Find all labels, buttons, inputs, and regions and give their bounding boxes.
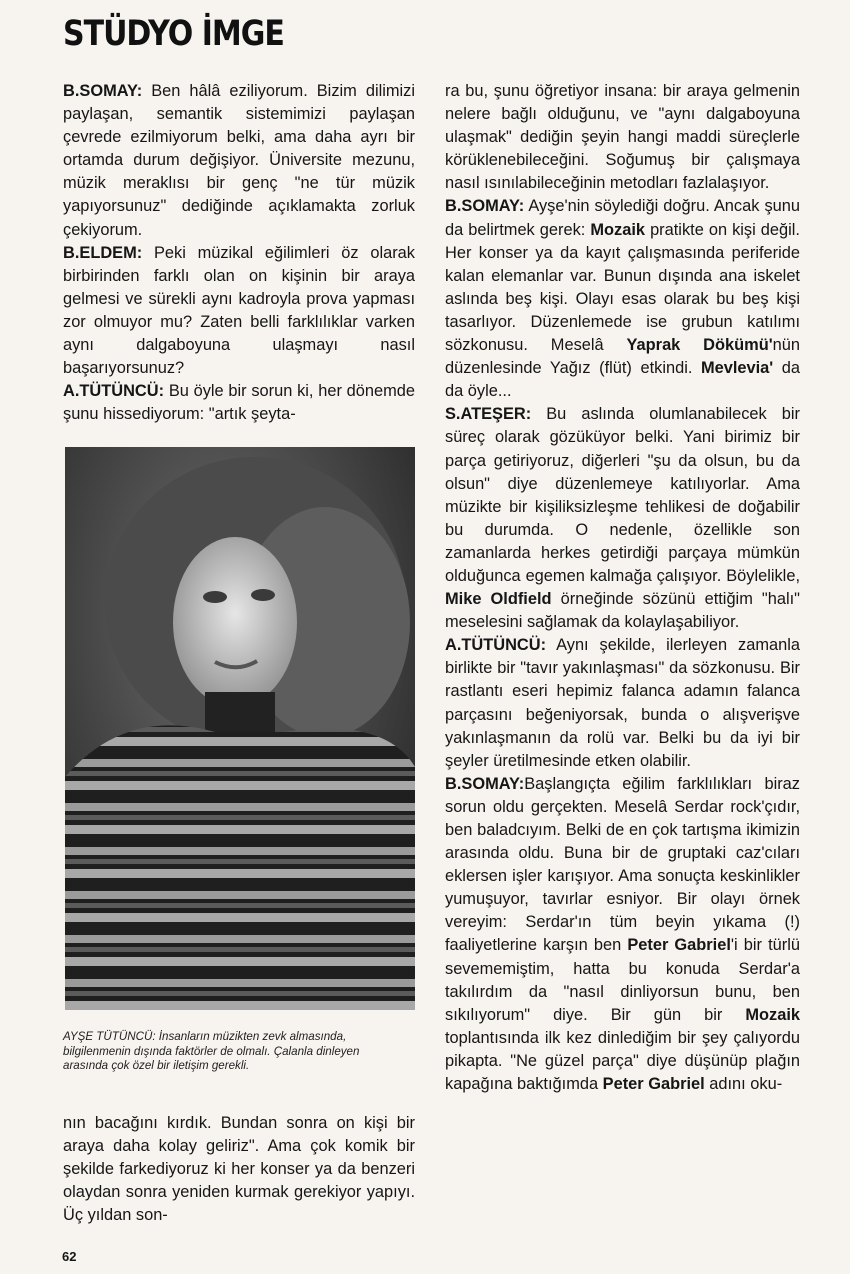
paragraph-text: Peki müzikal eğilimleri öz olarak birbirinden farklı olan on kişinin bir araya gelmesi ve sürekli aynı kadroyla prova yapması zor olmuyor mu? Zaten belli farklılıklar varken aynı dalgaboyuna ulaşmayı nasıl başarıyorsunuz? <box>63 243 415 378</box>
paragraph-text: pratikte on kişi değil. Her konser ya da kayıt çalışmasında periferide kalan elemanlar var. Bunun dışında ana iskelet aslında beş kişi. Olayı esas olarak bu beş kişi tasarlıyor. Düzenlemede ise grubun katılımı sözkonusu. Meselâ <box>445 220 800 355</box>
photo-caption <box>63 1030 363 1074</box>
paragraph <box>445 634 800 773</box>
page-number: 62 <box>62 1249 77 1264</box>
speaker-label: B.SOMAY: <box>445 774 525 793</box>
speaker-label: A.TÜTÜNCÜ: <box>445 636 547 655</box>
portrait-photo-illustration <box>65 447 415 1010</box>
speaker-label: B.SOMAY: <box>445 197 525 216</box>
left-column-bottom <box>63 1112 415 1227</box>
paragraph <box>445 403 800 634</box>
paragraph-text: Ayşe'nin söylediği doğru. Ancak şunu da belirtmek gerek: <box>445 197 800 239</box>
portrait-photo <box>65 447 415 1010</box>
paragraph-text: 'i bir türlü sevememiştim, hatta bu konuda Serdar'a takılırdım da "nasıl dinliyorsun bunu, ben sıkılıyorum" diye. Bir gün bir <box>445 936 800 1024</box>
paragraph <box>445 773 800 1096</box>
artist-name: Mike Oldfield <box>445 590 552 609</box>
paragraph-text: Ben hâlâ eziliyorum. Bizim dilimizi paylaşan, semantik sistemimizi paylaşan çevrede ezilmiyorum belki, ama daha ayrı bir ortamda durum değişiyor. Üniversite mezunu, müzik meraklısı bir genç "ne tür müzik yapıyorsunuz" dediğinde açıklamakta zorluk çekiyorum. <box>63 82 415 239</box>
paragraph <box>63 80 415 242</box>
artist-name: Peter Gabriel <box>627 936 731 955</box>
paragraph-text: nın bacağını kırdık. Bundan sonra on kişi bir araya daha kolay geliriz". Ama çok komik bir şekilde farkediyoruz ki her konser ya da benzeri olaydan sonra yeniden kurmak gerekiyor yapıyı. Üç yıldan son- <box>63 1114 415 1225</box>
paragraph-text: Aynı şekilde, ilerleyen zamanla birlikte bir "tavır yakınlaşması" da sözkonusu. Bir rastlantı eseri hepimiz falanca adamın falanca parçasını beğeniyorsak, bunda o alışverişve yakınlaşmanın da rolü var. Belki bu da iyi bir şeyler üretilmesinde etken olabilir. <box>445 636 801 770</box>
paragraph-text: ra bu, şunu öğretiyor insana: bir araya gelmenin nelere bağlı olduğunu, ve "aynı dalgaboyuna ulaşmak" dediğin şeyin hangi maddi süreçlerle körüklenebileceğini. Soğumuş bir çalışmaya nasıl ısınılabileceğinin metodları fazlalaşıyor. <box>445 82 800 193</box>
paragraph-text: toplantısında ilk kez dinlediğim bir şey çalıyordu pikapta. "Ne güzel parça" diye düşünüp plağın kapağına baktığımda <box>445 1028 800 1094</box>
paragraph-text: Bu öyle bir sorun ki, her dönemde şunu hissediyorum: "artık şeyta- <box>63 382 415 424</box>
song-title: Yaprak Dökümü' <box>626 336 773 355</box>
speaker-label: S.ATEŞER: <box>445 405 532 424</box>
left-column-top <box>63 80 415 426</box>
caption-name: AYŞE TÜTÜNCÜ: <box>63 1030 156 1043</box>
paragraph-text: nün düzenlesinde Yağız (flüt) etkindi. <box>445 336 800 378</box>
paragraph <box>63 242 415 381</box>
speaker-label: B.ELDEM: <box>63 243 143 262</box>
paragraph-text: Başlangıçta eğilim farklılıkları biraz sorun oldu gerçekten. Meselâ Serdar rock'çıdır, ben baladcıyım. Belki de en çok tartışma ikimizin arasında oldu. Buna bir de gruptaki caz'cıları eklersen işler karışıyor. Ama sonuçta keskinlikler yumuşuyor, tavırlar esniyor. Bir olayı örnek vereyim: Serdar'ın tüm beyin yıkama (!) faaliyetlerine karşın ben <box>445 774 800 955</box>
paragraph-text: örneğinde sözünü ettiğim "halı" meselesini sağlamak da kolaylaşabiliyor. <box>445 590 800 632</box>
right-column <box>445 80 800 1096</box>
section-title: STÜDYO İMGE <box>63 14 284 55</box>
band-name: Mozaik <box>590 220 646 239</box>
song-title: Mevlevia' <box>700 359 774 378</box>
speaker-label: B.SOMAY: <box>63 82 143 100</box>
band-name: Mozaik <box>745 1005 800 1024</box>
speaker-label: A.TÜTÜNCÜ: <box>63 382 165 401</box>
caption-text: İnsanların müzikten zevk almasında, bilgilenmenin dışında faktörler de olmalı. Çalanla dinleyen arasında çok özel bir iletişim gerekli. <box>63 1030 360 1073</box>
paragraph <box>445 195 800 403</box>
paragraph <box>63 380 415 426</box>
artist-name: Peter Gabriel <box>602 1075 705 1094</box>
paragraph-text: adını oku- <box>709 1075 783 1094</box>
paragraph-text: Bu aslında olumlanabilecek bir süreç olarak gözüküyor belki. Yani birimiz bir parça getiriyoruz, diğerleri "şu da olsun, bu da olsun" diye düzenlemeye katılıyorlar. Ama müzikte bir kişiliksizleşme tehlikesi de doğabilir bu durumda. O nedenle, özellikle son zamanlarda herkes getirdiği parçaya mümkün olduğunca egemen kalmağa çalışıyor. Böylelikle, <box>445 405 800 585</box>
paragraph-text: da da öyle... <box>445 359 800 401</box>
